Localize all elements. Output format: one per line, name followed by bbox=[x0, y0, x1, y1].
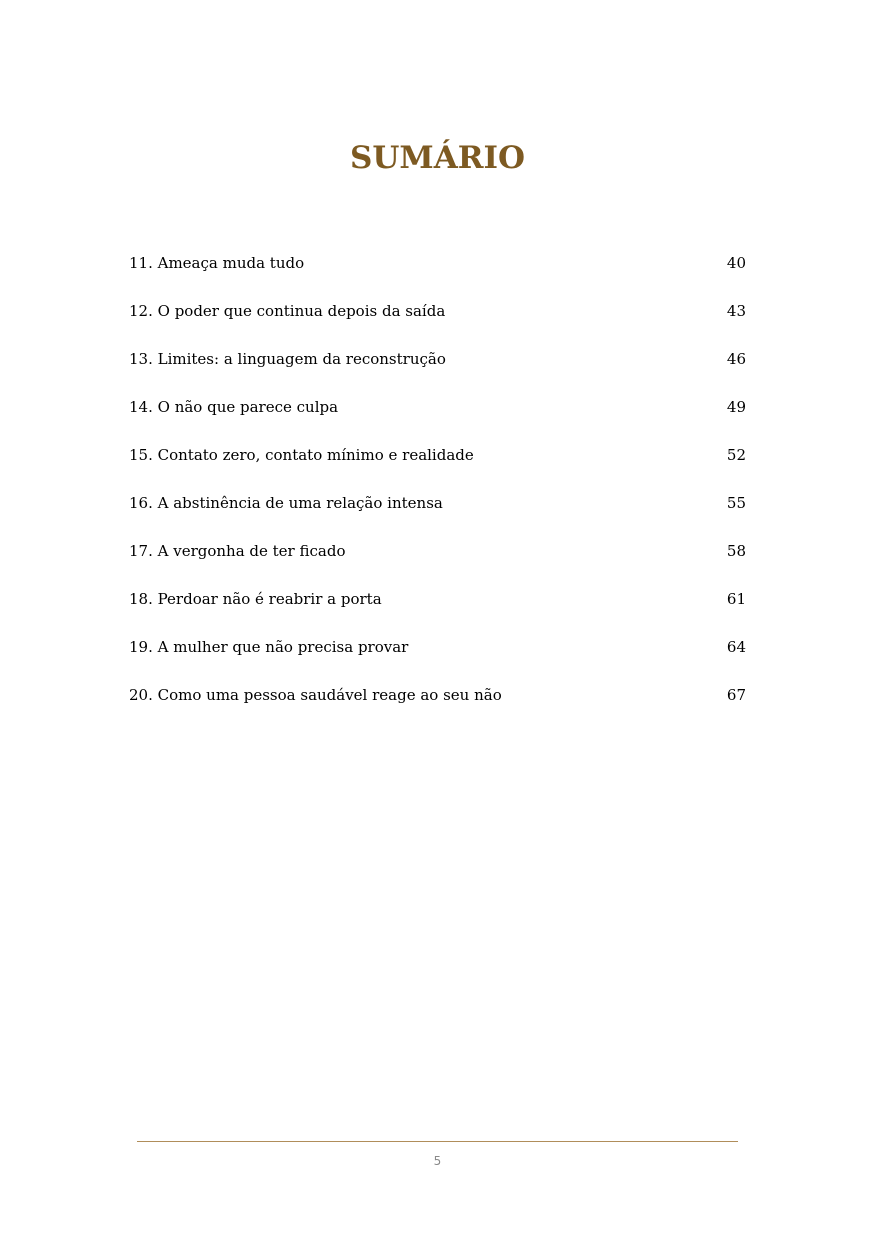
toc-entry bbox=[129, 394, 746, 442]
toc-entry-label: 19. A mulher que não precisa provar bbox=[129, 638, 409, 656]
toc-entry-label: 17. A vergonha de ter ficado bbox=[129, 542, 346, 560]
toc-entry-label: 16. A abstinência de uma relação intensa bbox=[129, 494, 443, 512]
toc-entry bbox=[129, 346, 746, 394]
toc-entry-page: 67 bbox=[726, 686, 746, 704]
toc-entry bbox=[129, 634, 746, 682]
page-title: SUMÁRIO bbox=[349, 140, 526, 176]
toc-entry bbox=[129, 442, 746, 490]
toc-entry-label: 20. Como uma pessoa saudável reage ao seu não bbox=[129, 686, 502, 704]
toc-entry-page: 49 bbox=[726, 398, 746, 416]
toc-entry-page: 43 bbox=[726, 302, 746, 320]
toc-entry bbox=[129, 538, 746, 586]
toc-entry bbox=[129, 250, 746, 298]
toc-entry-page: 52 bbox=[726, 446, 746, 464]
toc-entry-page: 46 bbox=[726, 350, 746, 368]
toc-entry-label: 18. Perdoar não é reabrir a porta bbox=[129, 590, 382, 608]
toc-entry-page: 40 bbox=[726, 254, 746, 272]
toc-entry bbox=[129, 298, 746, 346]
footer-divider bbox=[137, 1141, 738, 1142]
toc-entry-page: 61 bbox=[726, 590, 746, 608]
toc-entry-label: 14. O não que parece culpa bbox=[129, 398, 339, 416]
toc-entry bbox=[129, 586, 746, 634]
page-number: 5 bbox=[433, 1154, 442, 1168]
toc-entry-label: 11. Ameaça muda tudo bbox=[129, 254, 305, 272]
toc-entry-page: 58 bbox=[726, 542, 746, 560]
toc-entry bbox=[129, 682, 746, 730]
toc-entry-label: 15. Contato zero, contato mínimo e realidade bbox=[129, 446, 474, 464]
toc-entry-label: 12. O poder que continua depois da saída bbox=[129, 302, 446, 320]
toc-entry bbox=[129, 490, 746, 538]
toc-entry-page: 64 bbox=[726, 638, 746, 656]
toc-entry-label: 13. Limites: a linguagem da reconstrução bbox=[129, 350, 446, 368]
table-of-contents bbox=[129, 250, 746, 730]
toc-entry-page: 55 bbox=[726, 494, 746, 512]
